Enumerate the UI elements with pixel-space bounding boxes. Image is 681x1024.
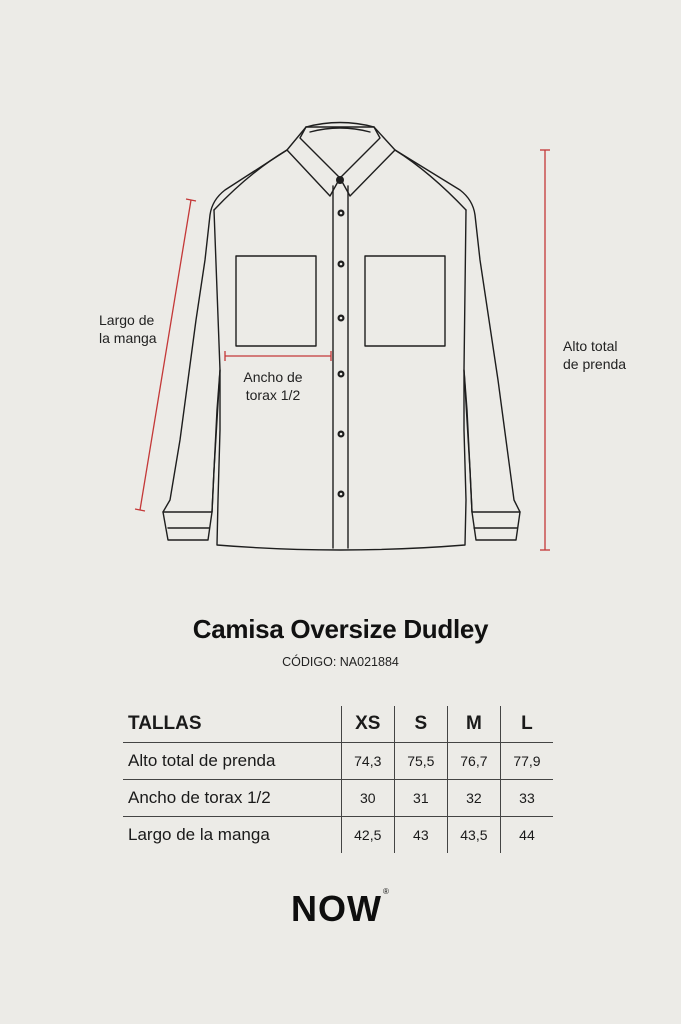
row-label: Largo de la manga	[128, 825, 270, 844]
table-row	[123, 743, 553, 780]
registered-mark: ®	[383, 887, 390, 896]
table-cell: 43	[394, 817, 447, 854]
total-length-label: Alto total de prenda	[563, 338, 627, 372]
row-label: Ancho de torax 1/2	[123, 780, 341, 817]
header-size-s: S	[394, 706, 447, 743]
header-tallas: TALLAS	[123, 706, 341, 743]
table-row	[123, 780, 553, 817]
brand-name: NOW	[291, 888, 383, 929]
sleeve-length-line	[140, 200, 191, 510]
table-cell: 31	[394, 780, 447, 817]
table-cell: 43,5	[447, 817, 500, 854]
size-table-header	[123, 706, 553, 743]
table-cell: 32	[447, 780, 500, 817]
buttons	[336, 176, 345, 498]
brand-logo	[0, 888, 681, 930]
table-cell: 74,3	[341, 743, 394, 780]
size-table	[123, 706, 553, 853]
header-size-l: L	[500, 706, 553, 743]
table-row	[123, 817, 553, 854]
table-cell: 77,9	[500, 743, 553, 780]
sleeve-length-label: Largo de la manga	[99, 312, 157, 346]
product-title: Camisa Oversize Dudley	[192, 614, 489, 644]
row-label: Alto total de prenda	[123, 743, 341, 780]
chest-width-label: Ancho de torax 1/2	[243, 369, 303, 403]
table-cell: 44	[500, 817, 553, 854]
table-cell: 42,5	[341, 817, 394, 854]
table-cell: 75,5	[394, 743, 447, 780]
header-size-m: M	[447, 706, 500, 743]
table-cell: 30	[341, 780, 394, 817]
product-code: CÓDIGO: NA021884	[282, 655, 399, 669]
table-cell: 76,7	[447, 743, 500, 780]
header-size-xs: XS	[341, 706, 394, 743]
table-cell: 33	[500, 780, 553, 817]
